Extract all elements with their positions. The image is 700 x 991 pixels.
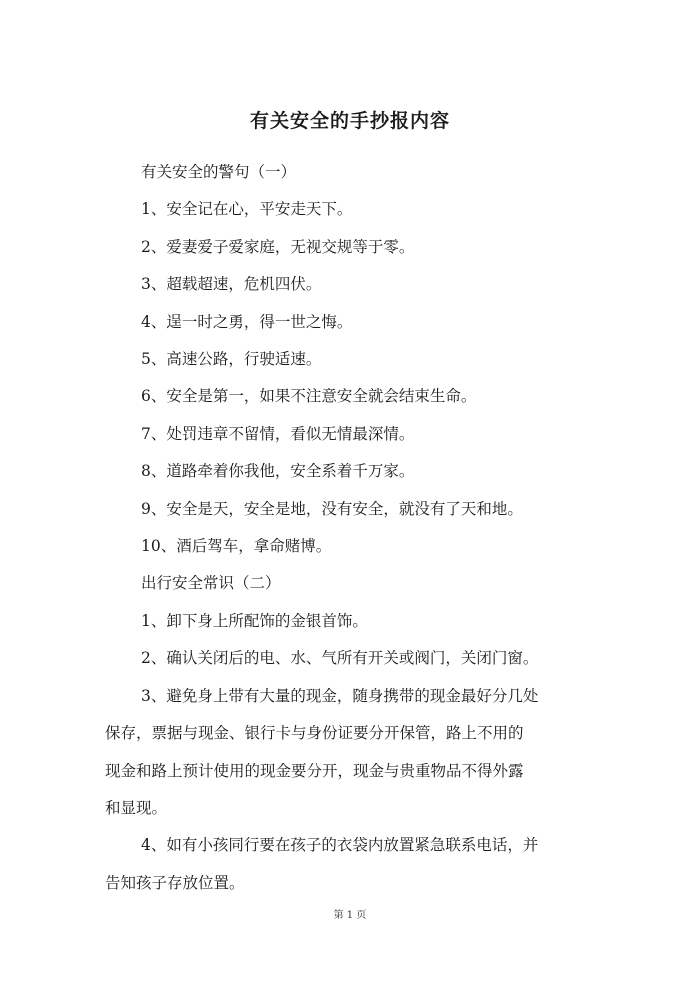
paragraph-line: 告知孩子存放位置。 — [105, 873, 245, 892]
list-item: 3、超载超速，危机四伏。 — [141, 275, 322, 294]
paragraph-item-4 — [105, 827, 606, 902]
list-item: 1、安全记在心，平安走天下。 — [141, 200, 353, 219]
list-item: 2、爱妻爱子爱家庭，无视交规等于零。 — [141, 237, 415, 256]
paragraph-line: 4、如有小孩同行要在孩子的衣袋内放置紧急联系电话，并 — [141, 836, 539, 855]
section-heading-2: 出行安全常识（二） — [141, 574, 281, 593]
page-number: 第 1 页 — [333, 910, 367, 921]
paragraph-line: 3、避免身上带有大量的现金，随身携带的现金最好分几处 — [141, 686, 539, 705]
paragraph-line: 现金和路上预计使用的现金要分开，现金与贵重物品不得外露 — [105, 761, 524, 780]
paragraph-line: 和显现。 — [105, 798, 168, 817]
list-item: 1、卸下身上所配饰的金银首饰。 — [141, 611, 368, 630]
list-item: 2、确认关闭后的电、水、气所有开关或阀门，关闭门窗。 — [141, 649, 539, 668]
paragraph-item-3 — [105, 678, 606, 828]
list-item: 4、逞一时之勇，得一世之悔。 — [141, 312, 353, 331]
section-heading-1: 有关安全的警句（一） — [141, 163, 297, 181]
list-item: 5、高速公路，行驶适速。 — [141, 350, 322, 369]
list-item: 8、道路牵着你我他，安全系着千万家。 — [141, 462, 415, 481]
page-title: 有关安全的手抄报内容 — [249, 110, 450, 132]
document-body — [105, 154, 606, 902]
paragraph-line: 保存，票据与现金、银行卡与身份证要分开保管，路上不用的 — [105, 724, 524, 743]
list-item: 10、酒后驾车，拿命赌博。 — [141, 537, 332, 556]
list-item: 7、处罚违章不留情，看似无情最深情。 — [141, 424, 415, 443]
list-item: 6、安全是第一，如果不注意安全就会结束生命。 — [141, 387, 477, 406]
list-item: 9、安全是天，安全是地，没有安全，就没有了天和地。 — [141, 499, 523, 518]
